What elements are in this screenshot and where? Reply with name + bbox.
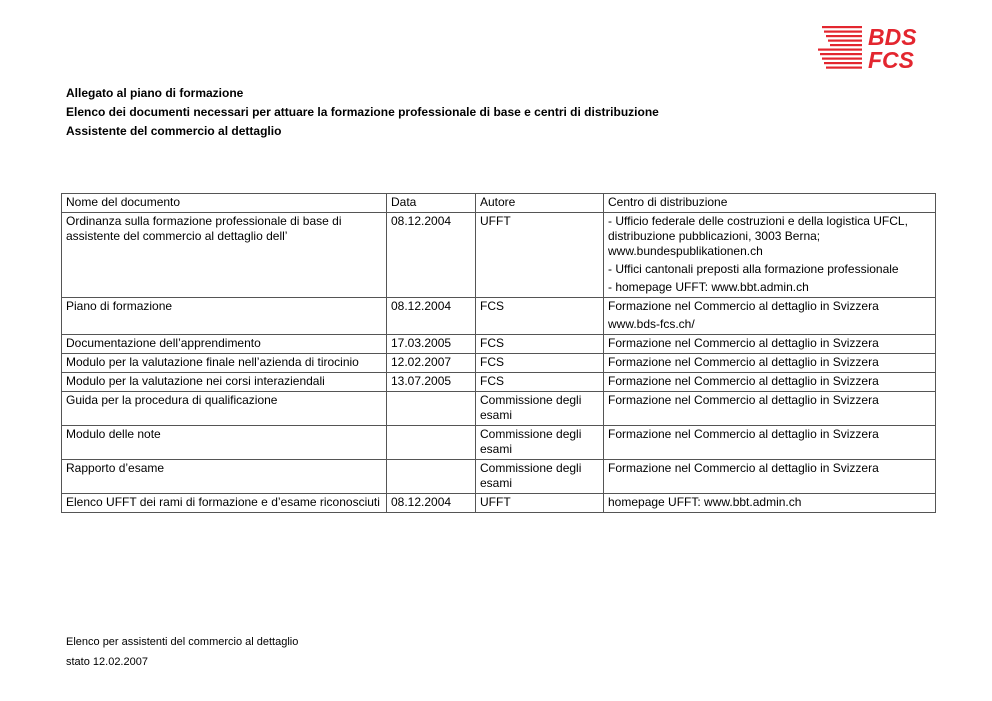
footer-line-1: Elenco per assistenti del commercio al dettaglio [66,636,299,648]
cell-document-name: Modulo per la valutazione nei corsi interaziendali [62,373,387,392]
cell-document-name: Modulo delle note [62,426,387,460]
table-row [62,373,936,392]
table-row [62,298,936,335]
bds-fcs-logo [818,24,936,72]
cell-date: 13.07.2005 [387,373,476,392]
header-date: Data [387,194,476,213]
center-line: www.bds-fcs.ch/ [608,317,695,331]
table-row [62,426,936,460]
center-line: - homepage UFFT: www.bbt.admin.ch [608,280,809,294]
center-line: Formazione nel Commercio al dettaglio in Svizzera [608,355,879,369]
cell-distribution-center [604,426,936,460]
cell-author: Commissione degli esami [476,460,604,494]
table-row [62,460,936,494]
heading-line-1: Allegato al piano di formazione [66,86,244,100]
cell-date: 08.12.2004 [387,298,476,335]
cell-document-name: Rapporto d’esame [62,460,387,494]
cell-author: FCS [476,373,604,392]
cell-author: FCS [476,298,604,335]
center-line: Formazione nel Commercio al dettaglio in Svizzera [608,374,879,388]
cell-author: FCS [476,335,604,354]
cell-author: Commissione degli esami [476,426,604,460]
cell-date [387,392,476,426]
logo-graphic [818,24,936,72]
document-footer [66,632,298,672]
table-row [62,213,936,298]
cell-author: Commissione degli esami [476,392,604,426]
cell-date: 12.02.2007 [387,354,476,373]
document-heading [66,84,659,141]
center-line: Formazione nel Commercio al dettaglio in Svizzera [608,461,879,475]
header-document-name: Nome del documento [62,194,387,213]
cell-document-name: Documentazione dell’apprendimento [62,335,387,354]
cell-author: UFFT [476,494,604,513]
logo-text-bottom: FCS [868,47,914,72]
cell-document-name: Piano di formazione [62,298,387,335]
table-row [62,392,936,426]
center-line: Formazione nel Commercio al dettaglio in Svizzera [608,299,879,313]
cell-distribution-center [604,298,936,335]
cell-distribution-center [604,213,936,298]
header-author: Autore [476,194,604,213]
cell-distribution-center [604,354,936,373]
cell-date: 08.12.2004 [387,213,476,298]
header-distribution-center: Centro di distribuzione [604,194,936,213]
logo-stripes [818,26,862,69]
center-line: - Uffici cantonali preposti alla formazione professionale [608,262,899,276]
cell-date: 08.12.2004 [387,494,476,513]
cell-date [387,426,476,460]
center-line: Formazione nel Commercio al dettaglio in Svizzera [608,336,879,350]
cell-date: 17.03.2005 [387,335,476,354]
table-header-row [62,194,936,213]
logo-text-top: BDS [868,24,917,50]
cell-document-name: Guida per la procedura di qualificazione [62,392,387,426]
table-row [62,335,936,354]
cell-author: FCS [476,354,604,373]
documents-table [61,193,936,513]
heading-line-2: Elenco dei documenti necessari per attuare la formazione professionale di base e centri di distribuzione [66,105,659,119]
center-line: Formazione nel Commercio al dettaglio in Svizzera [608,393,879,407]
center-line: homepage UFFT: www.bbt.admin.ch [608,495,802,509]
cell-date [387,460,476,494]
heading-line-3: Assistente del commercio al dettaglio [66,124,282,138]
cell-document-name: Ordinanza sulla formazione professionale di base di assistente del commercio al dettaglio dell’ [62,213,387,298]
cell-distribution-center [604,392,936,426]
cell-distribution-center [604,460,936,494]
table-row [62,494,936,513]
cell-document-name: Elenco UFFT dei rami di formazione e d’esame riconosciuti [62,494,387,513]
cell-distribution-center [604,373,936,392]
center-line: - Ufficio federale delle costruzioni e della logistica UFCL, distribuzione pubblicazioni, 3003 Berna; www.bundespublikationen.ch [608,214,908,258]
center-line: Formazione nel Commercio al dettaglio in Svizzera [608,427,879,441]
cell-author: UFFT [476,213,604,298]
footer-line-2: stato 12.02.2007 [66,656,148,668]
table-row [62,354,936,373]
cell-document-name: Modulo per la valutazione finale nell’azienda di tirocinio [62,354,387,373]
cell-distribution-center [604,335,936,354]
cell-distribution-center [604,494,936,513]
